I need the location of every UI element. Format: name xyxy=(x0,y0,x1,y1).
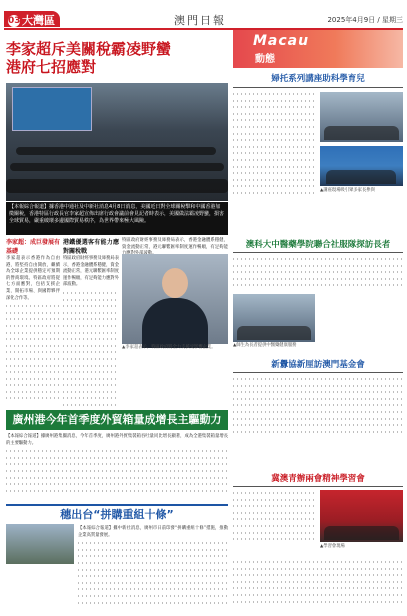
text-line xyxy=(6,375,60,382)
text-line xyxy=(233,489,317,496)
story1-text-left xyxy=(233,90,317,200)
text-line xyxy=(233,496,317,503)
text-line xyxy=(63,388,119,395)
text-line xyxy=(233,558,403,565)
story2-caption: ▲師生為長者提供中醫藥健康服務 xyxy=(233,343,297,348)
text-line xyxy=(63,296,119,303)
text-line xyxy=(233,182,317,189)
text-line xyxy=(63,289,119,296)
text-line xyxy=(6,454,228,461)
text-line xyxy=(233,255,403,262)
lead-column-3-top xyxy=(122,238,228,252)
text-line xyxy=(78,552,228,559)
text-line xyxy=(63,401,119,408)
story2-photo xyxy=(233,294,315,342)
text-line xyxy=(233,268,403,275)
divider xyxy=(233,87,403,88)
text-line xyxy=(6,362,60,369)
text-line xyxy=(233,176,317,183)
text-line xyxy=(233,421,403,428)
column-text: 【本報綜合報道】據廣州港集團消息，今年首季度，廣州港外貿集裝箱吞吐量同比增長顯著，成為全港集裝箱量增長的主要驅動力。 xyxy=(6,434,228,446)
suiyun-headline: 穗出台“拼購重組十條” xyxy=(6,504,228,522)
masthead: 澳門日報 xyxy=(174,14,226,27)
guangzhou-text xyxy=(6,434,228,498)
text-line xyxy=(78,599,228,606)
text-line xyxy=(78,592,228,599)
text-line xyxy=(233,578,403,585)
story4-headline: 冀澳青辦兩會精神學習會 xyxy=(271,474,365,484)
text-line xyxy=(6,368,60,375)
story3-headline: 新釁協新厘訪澳門基金會 xyxy=(271,360,365,370)
minister-photo-caption: ▲李家超表示，特區政府將全力支援受影響企業。 xyxy=(122,345,216,350)
story4-photo xyxy=(320,490,403,542)
text-line xyxy=(63,394,119,401)
text-line xyxy=(233,90,317,97)
column-subhead: 港鐵優選客有能力應對關稅戰 xyxy=(63,239,119,255)
text-line xyxy=(233,522,317,529)
text-line xyxy=(6,309,60,316)
story1-photo-1 xyxy=(320,92,403,142)
text-line xyxy=(6,342,60,349)
column-text: 特區政府財經事務及庫務局表示，香港金融體系穩健，資金流動正常，港元聯繫匯率制度運作暢順，有足夠能 xyxy=(122,238,228,250)
text-line xyxy=(233,275,403,282)
suiyun-text xyxy=(78,526,228,608)
lead-subheadline: 港府七招應對 xyxy=(6,58,97,76)
text-line xyxy=(63,348,119,355)
divider xyxy=(233,486,403,487)
text-line xyxy=(6,394,60,401)
text-line xyxy=(233,529,317,536)
text-line xyxy=(233,395,403,402)
text-line xyxy=(233,116,317,123)
text-line xyxy=(78,572,228,579)
text-line xyxy=(78,546,228,553)
text-line xyxy=(233,509,317,516)
lead-column-2 xyxy=(63,238,119,406)
lead-column-1 xyxy=(6,238,60,406)
text-line xyxy=(233,163,317,170)
minister-photo xyxy=(122,254,228,344)
story4-text-bottom xyxy=(233,558,403,610)
figure-suit xyxy=(142,298,208,348)
text-line xyxy=(6,388,60,395)
text-line xyxy=(233,571,403,578)
divider xyxy=(233,252,403,253)
text-line xyxy=(63,322,119,329)
story1-headline: 婦托系列講座助科學育兒 xyxy=(271,74,365,84)
text-line xyxy=(63,329,119,336)
macau-title-en: Macau xyxy=(253,33,310,49)
text-line xyxy=(6,348,60,355)
text-line xyxy=(6,381,60,388)
text-line xyxy=(6,460,228,467)
text-line xyxy=(233,103,317,110)
story3-text xyxy=(233,375,403,435)
divider xyxy=(233,372,403,373)
page-number: 03 xyxy=(8,16,21,26)
column-text: 特區政府財經事務及庫務局表示，香港金融體系穩健，資金流動正常，港元聯繫匯率制度運作暢順，有足夠能力應對外部波動。 xyxy=(63,256,119,288)
lead-photo-caption: 【本報綜合報道】據香港中通社及中新社消息4月8日消息，美國近日對全球關稅擊和中國香港加徵關稅，香港特區行政長官李家超宣佈出席行政會議前會見記者時表示，美國做法霸凌野蠻，損害全球貿易，嚴重破壞多邊國際貿易秩序，為世界帶來極大風險。 xyxy=(6,202,228,235)
text-line xyxy=(233,169,317,176)
story1-photo-2 xyxy=(320,146,403,186)
lead-headline: 李家超斥美關稅霸凌野蠻 xyxy=(6,40,172,58)
text-line xyxy=(233,136,317,143)
guangzhou-headline: 廣州港今年首季度外貿箱量成增長主驅動力 xyxy=(6,410,228,430)
story1-caption: ▲講座現場吸引眾多家長參與 xyxy=(320,188,375,193)
text-line xyxy=(6,302,60,309)
text-line xyxy=(233,382,403,389)
text-line xyxy=(78,539,228,546)
column-text: 【本報綜合報道】據中新社消息，廣州市日前印發“拼購重組十條”措施，推動企業高質量發展。 xyxy=(78,526,228,538)
story4-text xyxy=(233,489,317,545)
text-line xyxy=(6,335,60,342)
figure-head xyxy=(162,268,188,298)
text-line xyxy=(233,130,317,137)
page-section-tab xyxy=(4,11,60,27)
dateline: 2025年4月9日 / 星期三 xyxy=(327,16,403,24)
suiyun-photo xyxy=(6,524,74,564)
text-line xyxy=(233,143,317,150)
text-line xyxy=(63,362,119,369)
text-line xyxy=(6,467,228,474)
macau-column-header xyxy=(233,30,403,68)
story4-caption: ▲學習會現場 xyxy=(320,544,345,549)
text-line xyxy=(6,355,60,362)
text-line xyxy=(6,480,228,487)
text-line xyxy=(6,487,228,494)
text-line xyxy=(233,156,317,163)
text-line xyxy=(63,375,119,382)
text-line xyxy=(233,281,403,288)
text-line xyxy=(63,335,119,342)
text-line xyxy=(63,368,119,375)
text-line xyxy=(6,474,228,481)
page-header xyxy=(4,10,403,30)
text-line xyxy=(233,598,403,605)
text-line xyxy=(233,262,403,269)
screen-shape xyxy=(12,87,92,131)
story2-text xyxy=(233,255,403,293)
text-line xyxy=(233,123,317,130)
text-line xyxy=(6,315,60,322)
section-name: 大灣區 xyxy=(22,14,55,27)
text-line xyxy=(233,515,317,522)
text-line xyxy=(63,309,119,316)
text-line xyxy=(78,559,228,566)
text-line xyxy=(233,189,317,196)
text-line xyxy=(233,375,403,382)
text-line xyxy=(6,447,228,454)
text-line xyxy=(6,322,60,329)
text-line xyxy=(63,315,119,322)
photo-crowd-row xyxy=(16,147,216,155)
text-line xyxy=(233,110,317,117)
text-line xyxy=(233,565,403,572)
text-line xyxy=(78,566,228,573)
text-line xyxy=(63,342,119,349)
photo-crowd-row xyxy=(10,163,224,171)
macau-title-zh: 動態 xyxy=(255,54,275,65)
text-line xyxy=(63,381,119,388)
text-line xyxy=(233,428,403,435)
photo-crowd-row xyxy=(6,179,228,193)
text-line xyxy=(63,302,119,309)
text-line xyxy=(233,149,317,156)
column-subhead: 李家超：成巨發展有基礎 xyxy=(6,239,61,255)
text-line xyxy=(6,329,60,336)
text-line xyxy=(233,584,403,591)
text-line xyxy=(233,535,317,542)
text-line xyxy=(233,401,403,408)
text-line xyxy=(233,97,317,104)
text-line xyxy=(233,388,403,395)
text-line xyxy=(233,591,403,598)
text-line xyxy=(63,355,119,362)
text-line xyxy=(233,502,317,509)
column-text: 李家超表示香港作為自由港，將堅持自由開放，繼續為全球企業提供穩定可預期的營商環境。特區政府將從七方面應對，包括支援企業、開拓市場、與國際夥伴深化合作等。 xyxy=(6,256,60,301)
lead-photo xyxy=(6,83,228,201)
text-line xyxy=(233,415,403,422)
story2-headline: 澳科大中醫藥學院聯合社服隊探訪長者 xyxy=(245,240,391,250)
text-line xyxy=(78,585,228,592)
text-line xyxy=(233,408,403,415)
text-line xyxy=(78,579,228,586)
